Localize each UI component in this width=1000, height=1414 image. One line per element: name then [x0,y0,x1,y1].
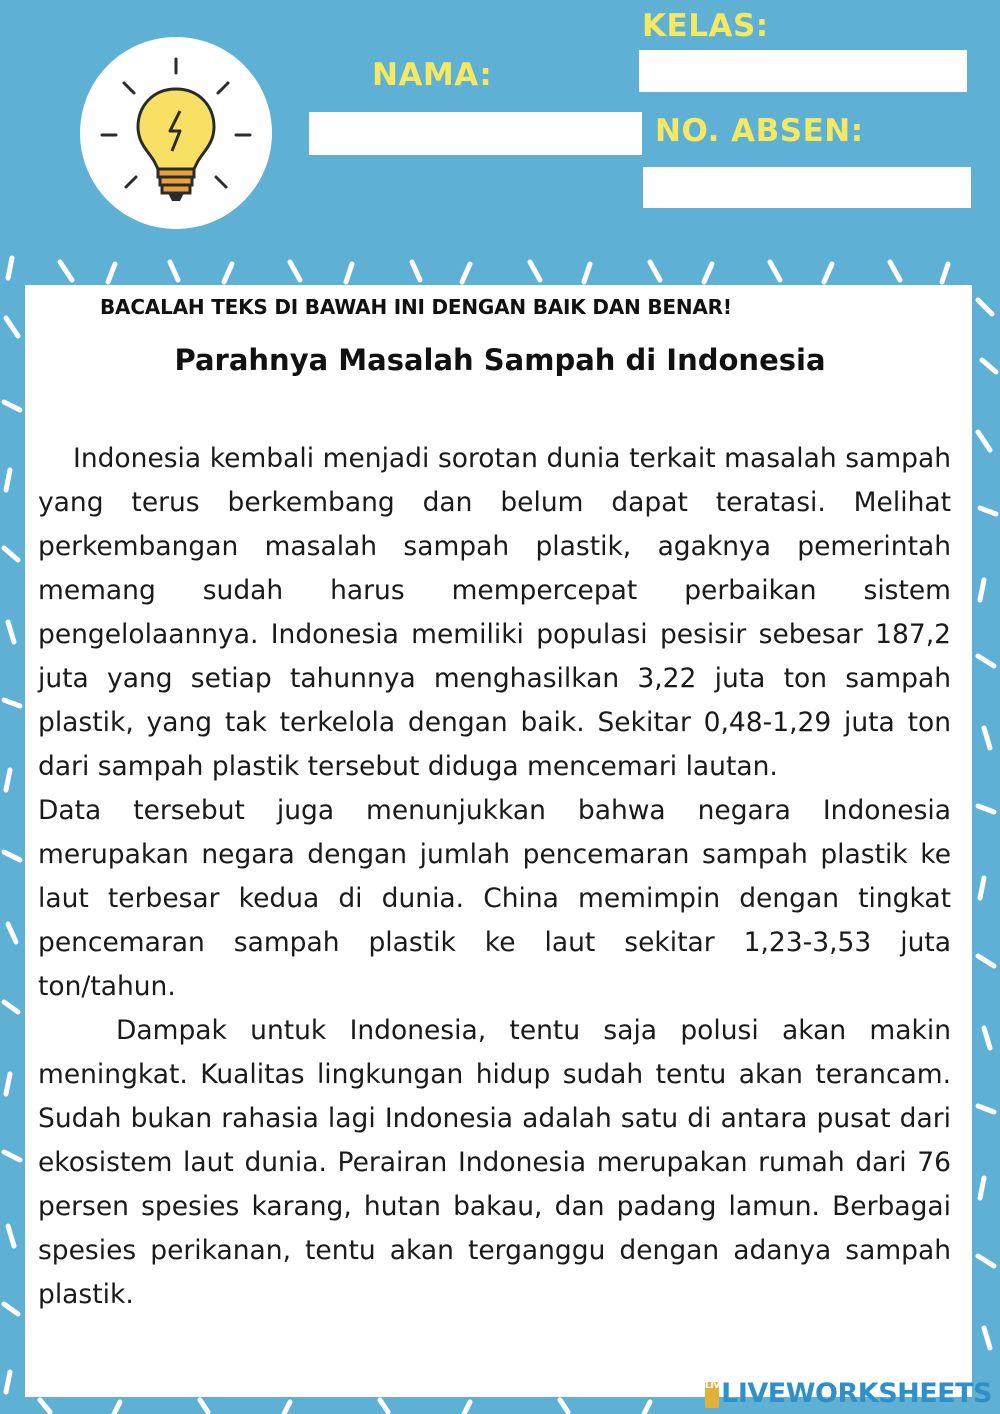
paragraph-1: Indonesia kembali menjadi sorotan dunia terkait masalah sampah yang terus berkembang dan belum dapat teratasi. Melihat perkembangan masalah sampah plastik, agaknya pemerintah memang sudah harus mempercepat perbaikan sistem pengelolaannya. Indonesia memiliki populasi pesisir sebesar 187,2 juta yang setiap tahunnya menghasilkan 3,22 juta ton sampah plastik, yang tak terkelola dengan baik. Sekitar 0,48-1,29 juta ton dari sampah plastik tersebut diduga mencemari lautan. [38,443,951,782]
kelas-input[interactable] [639,50,967,92]
paragraph-2: Data tersebut juga menunjukkan bahwa negara Indonesia merupakan negara dengan jumlah pencemaran sampah plastik ke laut terbesar kedua di dunia. China memimpin dengan tingkat pencemaran sampah plastik ke laut sekitar 1,23-3,53 juta ton/tahun. [38,795,951,1002]
logo-live-tag: LIVE [705,1382,719,1408]
logo-text: LIVEWORKSHEETS [721,1378,992,1409]
article-title: Parahnya Masalah Sampah di Indonesia [174,343,826,377]
lightbulb-badge [80,37,272,229]
paragraph-3: Dampak untuk Indonesia, tentu saja polusi akan makin meningkat. Kualitas lingkungan hidup sudah tentu akan terancam. Sudah bukan rahasia lagi Indonesia adalah satu di antara pusat dari ekosistem laut dunia. Perairan Indonesia merupakan rumah dari 76 persen spesies karang, hutan bakau, dan padang lamun. Berbagai spesies perikanan, tentu akan terganggu dengan adanya sampah plastik. [38,1015,951,1310]
kelas-label: KELAS: [642,8,769,44]
instruction-text: BACALAH TEKS DI BAWAH INI DENGAN BAIK DAN BENAR! [100,295,732,319]
lightbulb-icon [80,37,272,229]
no-absen-input[interactable] [643,167,971,208]
nama-label: NAMA: [372,57,493,93]
article-body [38,437,951,1317]
nama-input[interactable] [309,112,642,155]
no-absen-label: NO. ABSEN: [655,113,864,149]
liveworksheets-logo [705,1378,992,1409]
